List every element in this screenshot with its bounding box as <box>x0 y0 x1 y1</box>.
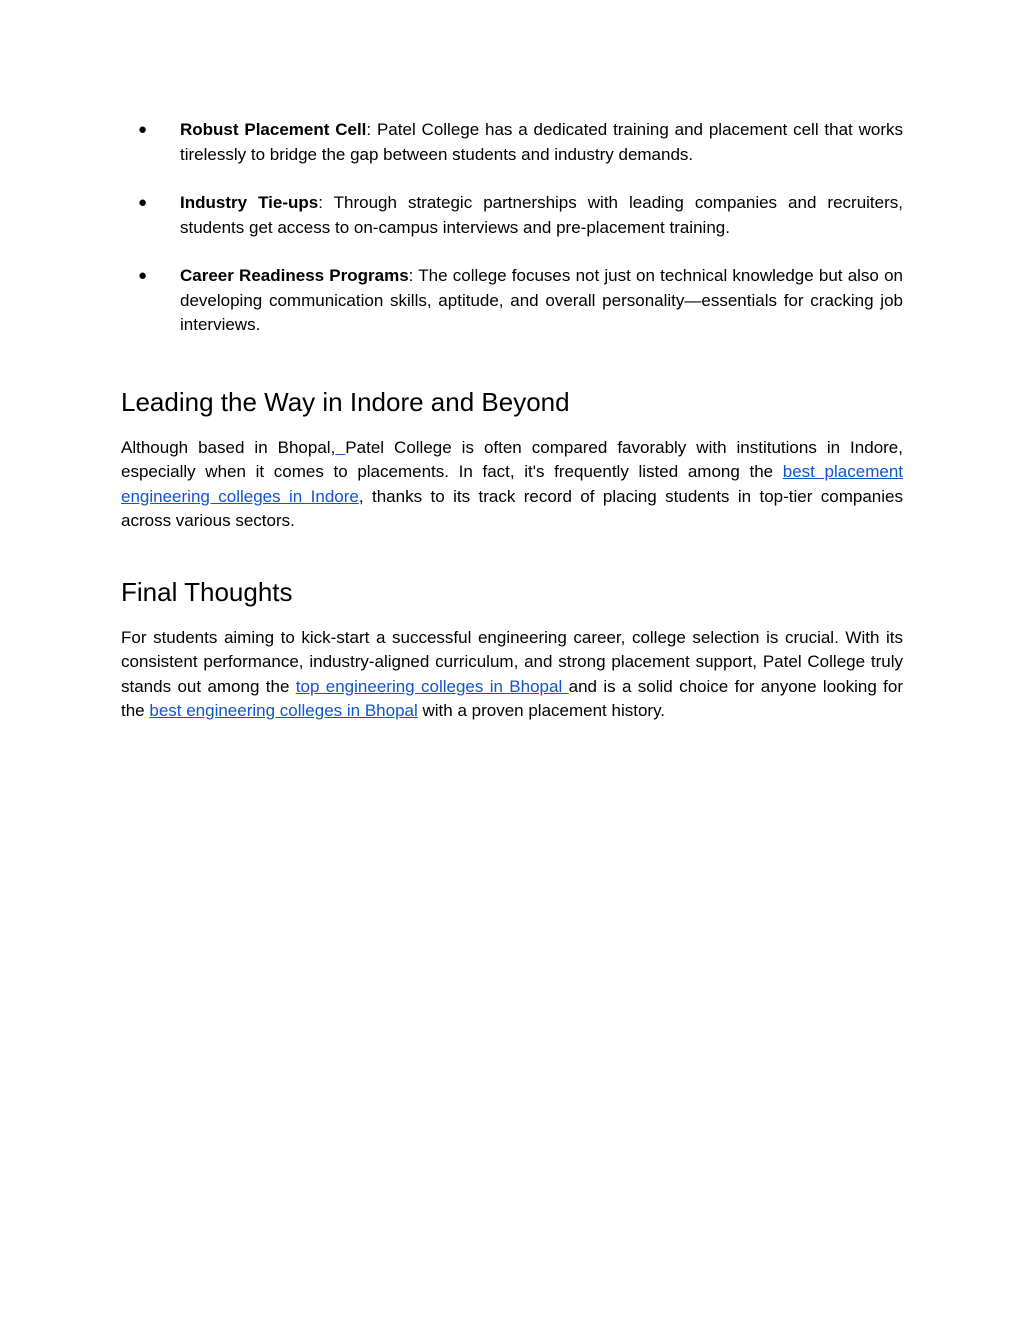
final-text-3: with a proven placement history. <box>417 701 666 720</box>
link-space[interactable] <box>335 438 345 457</box>
bullet-title: Robust Placement Cell <box>180 120 367 139</box>
leading-text-3: , thanks to its track record of placing students in top-tier companies across various sectors. <box>121 486 903 530</box>
list-item-placement-cell <box>121 118 903 167</box>
link-best-placement-indore[interactable]: best placement engineering colleges in Indore <box>121 462 903 506</box>
list-item-industry-tie-ups <box>121 191 903 240</box>
leading-text-2: Patel College is often compared favorably with institutions in Indore, especially when it comes to placements. In fact, it's frequently listed among the <box>121 437 903 481</box>
bullet-marker: ● <box>138 267 148 284</box>
section-heading-leading: Leading the Way in Indore and Beyond <box>121 386 570 417</box>
bullet-text: : The college focuses not just on technical knowledge but also on developing communication skills, aptitude, and overall personality—essentials for cracking job interviews. <box>180 266 903 334</box>
section-heading-final: Final Thoughts <box>121 576 293 607</box>
bullet-text: : Through strategic partnerships with leading companies and recruiters, students get access to on-campus interviews and pre-placement training. <box>180 193 903 237</box>
final-text-2: and is a solid choice for anyone looking for the <box>121 676 904 720</box>
list-item-career-readiness <box>121 264 903 338</box>
leading-text-1: Although based in Bhopal, <box>121 437 336 457</box>
document-page <box>121 118 903 724</box>
final-paragraph <box>121 626 903 724</box>
leading-paragraph <box>121 436 903 534</box>
placement-features-list <box>121 118 903 338</box>
bullet-marker: ● <box>138 121 148 138</box>
bullet-marker: ● <box>138 194 148 211</box>
final-text-1: For students aiming to kick-start a successful engineering career, college selection is crucial. With its consistent performance, industry-aligned curriculum, and strong placement support, Patel College truly stands out among the <box>121 627 903 696</box>
bullet-text: : Patel College has a dedicated training and placement cell that works tirelessly to bridge the gap between students and industry demands. <box>180 120 903 164</box>
bullet-title: Industry Tie-ups <box>180 193 319 212</box>
bullet-title: Career Readiness Programs <box>180 266 409 285</box>
link-top-colleges-bhopal[interactable]: top engineering colleges in Bhopal <box>295 676 569 696</box>
link-best-colleges-bhopal[interactable]: best engineering colleges in Bhopal <box>149 701 418 720</box>
